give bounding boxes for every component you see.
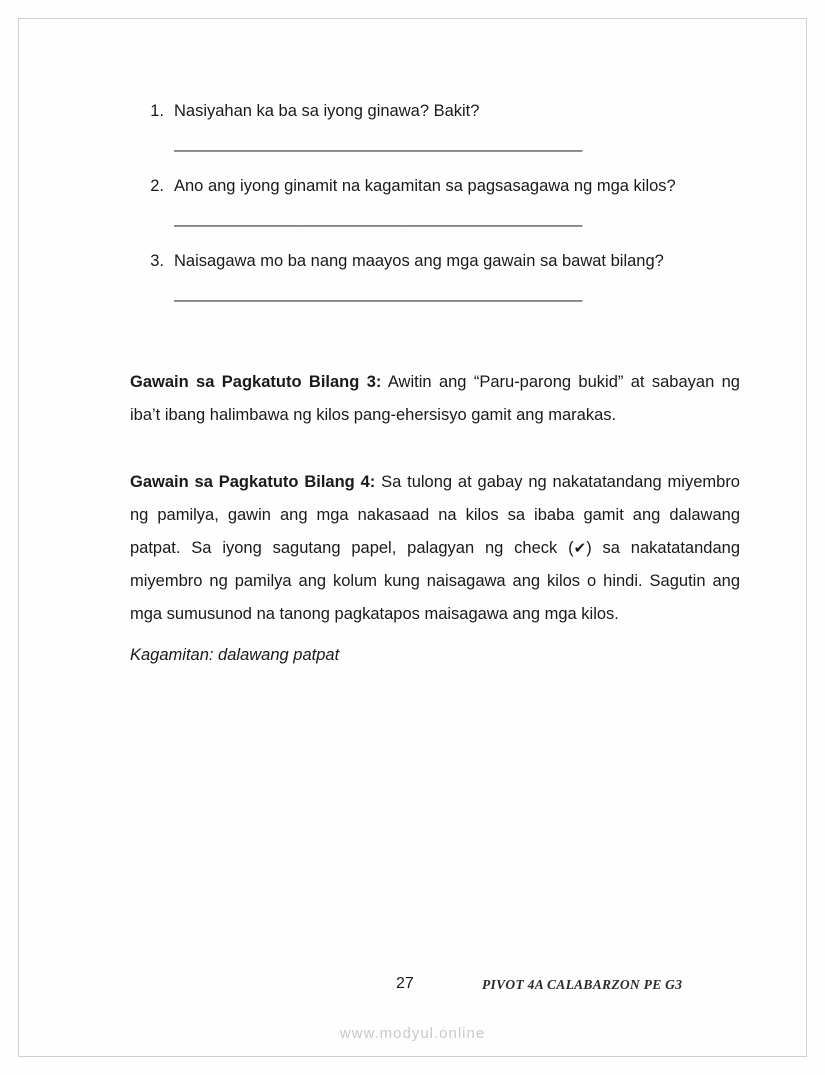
page-footer (0, 975, 825, 1015)
question-text: Naisagawa mo ba nang maayos ang mga gawain sa bawat bilang? (174, 252, 664, 270)
activity-4-body-part2: ) sa nakatatandang miyembro ng pamilya ang kolum kung naisagawa ang kilos o hindi. Sagutin ang mga sumusunod na tanong pagkatapos maisagawa ang mga kilos. (130, 539, 740, 623)
list-item (130, 170, 740, 229)
answer-line: _______________________________________________ (174, 284, 582, 302)
question-text: Nasiyahan ka ba sa iyong ginawa? Bakit? (174, 102, 480, 120)
answer-line: _______________________________________________ (174, 209, 582, 227)
watermark: www.modyul.online (339, 1025, 486, 1042)
question-list (130, 95, 740, 304)
footer-note: PIVOT 4A CALABARZON PE G3 (482, 977, 683, 992)
check-mark-icon: ✔ (573, 539, 587, 557)
answer-line: _______________________________________________ (174, 134, 582, 152)
activity-4-body-part1: Sa tulong at gabay ng nakatatandang miyembro ng pamilya, gawin ang mga nakasaad na kilos sa ibaba gamit ang dalawang patpat. Sa iyong sagutang papel, palagyan ng check ( (130, 473, 740, 557)
list-item (130, 95, 740, 154)
question-text: Ano ang iyong ginamit na kagamitan sa pagsasagawa ng mga kilos? (174, 177, 676, 195)
activity-3-paragraph (130, 366, 740, 432)
activity-4-paragraph (130, 466, 740, 631)
materials-line: Kagamitan: dalawang patpat (130, 646, 340, 664)
activity-4-label: Gawain sa Pagkatuto Bilang 4: (130, 473, 376, 491)
spacer (130, 320, 740, 366)
question-number: 2. (150, 177, 164, 195)
question-number: 1. (150, 102, 164, 120)
page-number: 27 (396, 975, 414, 992)
list-item (130, 245, 740, 304)
spacer (130, 432, 740, 466)
activity-3-label: Gawain sa Pagkatuto Bilang 3: (130, 373, 382, 391)
question-number: 3. (150, 252, 164, 270)
page-content (130, 95, 740, 689)
activity-3-body: Awitin ang “Paru-parong bukid” at sabayan ng iba’t ibang halimbawa ng kilos pang-ehersisyo gamit ang marakas. (130, 373, 740, 424)
